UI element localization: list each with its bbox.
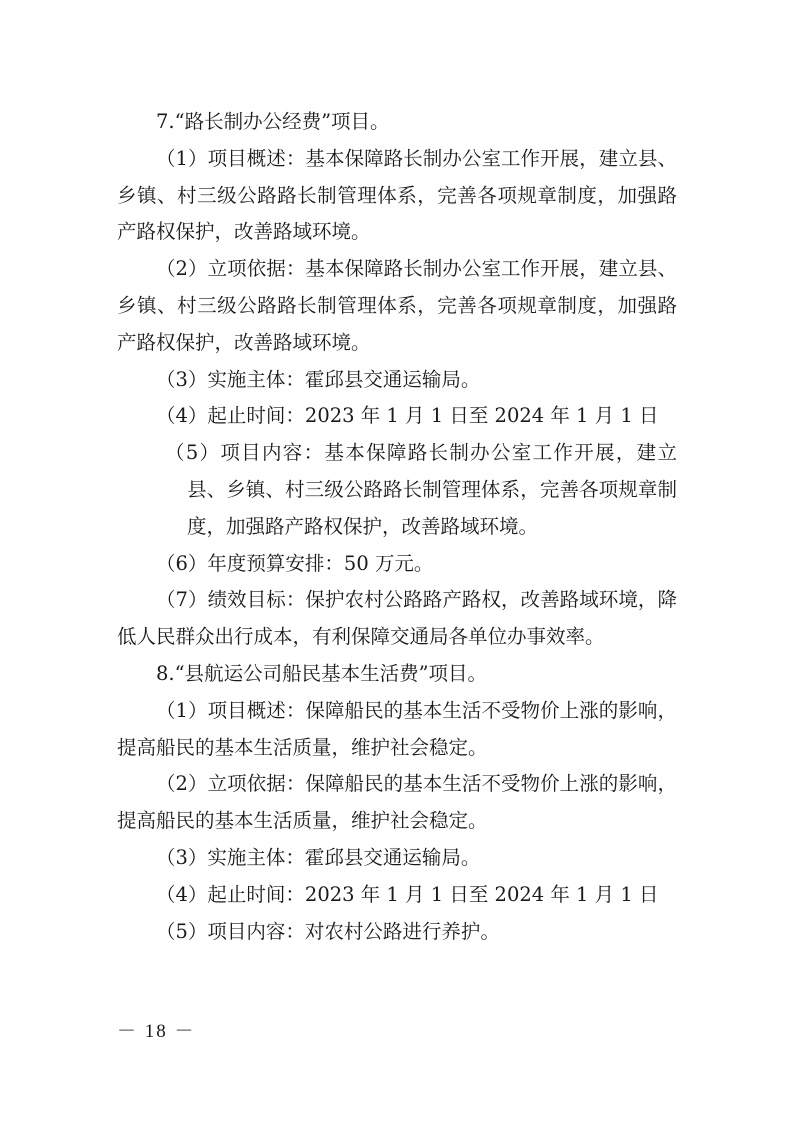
paragraph-7-5: （5）项目内容：基本保障路长制办公室工作开展，建立县、乡镇、村三级公路路长制管理体系，完善各项规章制度，加强路产路权保护，改善路域环境。 — [165, 441, 677, 538]
paragraph-7-4: （4）起止时间：2023 年 1 月 1 日至 2024 年 1 月 1 日 — [156, 404, 659, 428]
paragraph-8-4: （4）起止时间：2023 年 1 月 1 日至 2024 年 1 月 1 日 — [156, 882, 659, 906]
paragraph-7-7: （7）绩效目标：保护农村公路路产路权，改善路域环境，降低人民群众出行成本，有利保障交通局各单位办事效率。 — [117, 588, 677, 649]
section-heading-8: 8.“县航运公司船民基本生活费”项目。 — [156, 661, 488, 685]
paragraph-7-2: （2）立项依据：基本保障路长制办公室工作开展，建立县、乡镇、村三级公路路长制管理体系，完善各项规章制度，加强路产路权保护，改善路域环境。 — [117, 257, 677, 354]
paragraph-8-2: （2）立项依据：保障船民的基本生活不受物价上涨的影响，提高船民的基本生活质量，维护社会稳定。 — [117, 772, 677, 833]
paragraph-8-5: （5）项目内容：对农村公路进行养护。 — [156, 919, 500, 943]
paragraph-7-1: （1）项目概述：基本保障路长制办公室工作开展，建立县、乡镇、村三级公路路长制管理体系，完善各项规章制度，加强路产路权保护，改善路域环境。 — [117, 146, 677, 244]
section-heading-7: 7.“路长制办公经费”项目。 — [156, 110, 390, 133]
page-number: － 18 － — [117, 1021, 196, 1042]
document-body — [117, 104, 677, 950]
paragraph-8-3: （3）实施主体：霍邱县交通运输局。 — [156, 845, 481, 869]
paragraph-7-3: （3）实施主体：霍邱县交通运输局。 — [156, 367, 481, 391]
paragraph-7-6: （6）年度预算安排：50 万元。 — [156, 551, 434, 575]
paragraph-8-1: （1）项目概述：保障船民的基本生活不受物价上涨的影响，提高船民的基本生活质量，维护社会稳定。 — [117, 698, 677, 759]
